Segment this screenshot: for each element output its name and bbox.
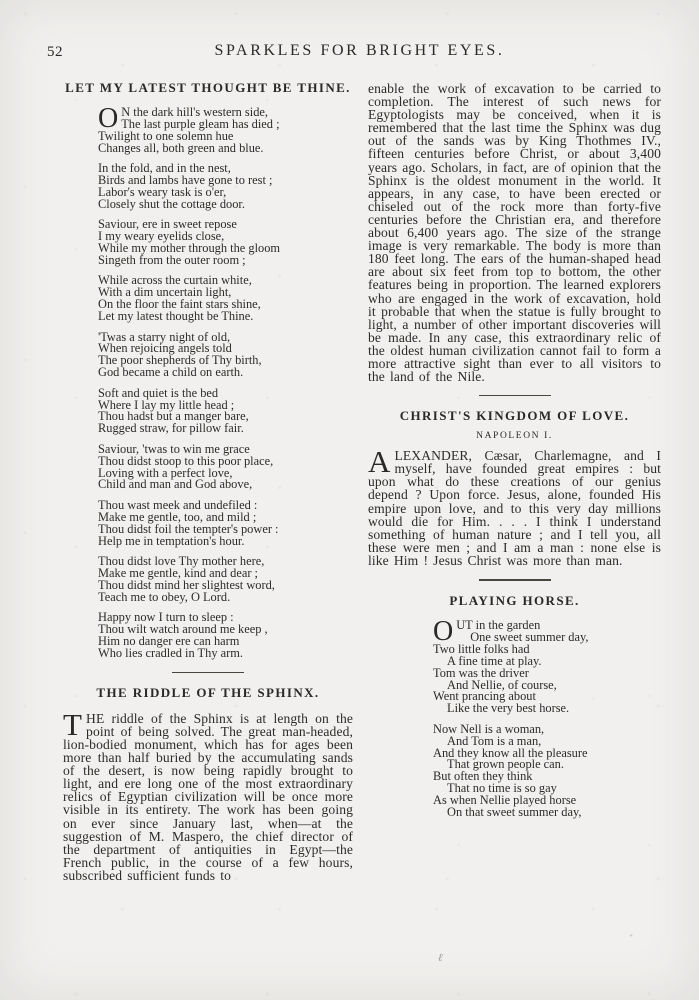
poem-horse	[433, 616, 661, 820]
paragraph-text: HE riddle of the Sphinx is at length on the point of being solved. The great man-headed, lion-bodied monument, which has for ages been more than half buried by the accumulating sands of the desert, is now being rapidly brought to light, and ere long one of the most extraordinary relics of Egyptian civilization will be once more visible in its entirety. The work has been going on ever since January last, when—at the suggestion of M. Maspero, the chief director of the department of antiquities in Egypt—the French public, in the course of a few hours, subscribed sufficient funds to	[63, 710, 353, 883]
poem-line: God became a child on earth.	[98, 365, 244, 380]
poem-line: Thou hadst but a manger bare,	[98, 409, 249, 424]
poem-line: With a dim uncertain light,	[98, 285, 232, 300]
poem-line: On that sweet summer day,	[447, 805, 582, 820]
poem-line: Thou didst love Thy mother here,	[98, 554, 265, 568]
sphinx-continuation-paragraph: enable the work of excavation to be carried to completion. The interest of such news for Egyptologists may be conceived, when it is remembered that the last time the Sphinx was dug out of the sands was by King Thothmes IV., fifteen centuries before Christ, or about 3,400 years ago. Scholars, in fact, are of opinion that the Sphinx is the oldest monument in the world. It appears, in any case, to have been erected or chiseled out of the rock more than forty-five centuries before the Christian era, and therefore about 6,400 years ago. The size of the strange image is very remarkable. The body is more than 180 feet long. The ears of the human-shaped head are about six feet from top to bottom, the other features being in proportion. The learned explorers who are engaged in the work of excavation, hold it probable that when the statue is fully brought to light, a number of other important discoveries will be made. In any case, this extraordinary relic of the oldest human civilization cannot fail to form a more attractive sight than ever to all visitors to the land of the Nile.	[368, 81, 661, 385]
poem-line: Thou didst stoop to this poor place,	[98, 453, 274, 468]
poem-line: Let my latest thought be Thine.	[98, 309, 254, 324]
poem-line: Tom was the driver	[433, 665, 529, 680]
poem-line: The poor shepherds of Thy birth,	[98, 353, 262, 368]
right-column	[368, 82, 661, 819]
poem-line: Went prancing about	[433, 689, 536, 704]
kingdom-paragraph	[368, 444, 661, 568]
poem-line: Singeth from the outer room ;	[98, 252, 246, 267]
poem-line: Teach me to obey, O Lord.	[98, 589, 231, 604]
poem-line: Thou wilt watch around me keep ,	[98, 622, 268, 637]
article-title-sphinx: THE RIDDLE OF THE SPHINX.	[96, 684, 320, 700]
poem-line: While across the curtain white,	[98, 273, 252, 288]
poem-line: A fine time at play.	[447, 653, 542, 668]
poem-line: Happy now I turn to sleep :	[98, 610, 234, 625]
left-column	[63, 80, 353, 882]
poem-line: Two little folks had	[433, 641, 530, 656]
section-divider	[172, 672, 244, 673]
poem-line: On the floor the faint stars shine,	[98, 297, 261, 312]
poem-line: In the fold, and in the nest,	[98, 161, 231, 176]
poem-line: Make me gentle, too, and mild ;	[98, 509, 257, 524]
running-title: SPARKLES FOR BRIGHT EYES.	[214, 42, 505, 59]
poem-hymn	[98, 103, 353, 660]
section-divider	[479, 395, 551, 396]
paragraph-text: LEXANDER, Cæsar, Charlemagne, and I myself, have founded great empires : but upon what do these creations of our genius depend ? Upon force. Jesus, alone, founded His empire upon love, and to this very day millions would die for Him. . . . I think I understand something of human nature ; and I tell you, all these were men ; and I am a man : none else is like Him ! Jesus Christ was more than man.	[368, 448, 661, 568]
poem-line: Soft and quiet is the bed	[98, 385, 219, 400]
poem-line: And they know all the pleasure	[433, 745, 588, 760]
stanza	[433, 721, 661, 820]
poem-line: Changes all, both green and blue.	[98, 140, 264, 155]
stanza	[98, 103, 353, 155]
poem-line: But often they think	[433, 769, 533, 784]
stanza	[98, 612, 353, 660]
poem-line: Rugged straw, for pillow fair.	[98, 421, 244, 436]
poem-line: When rejoicing angels told	[98, 341, 232, 356]
poem-line: Who lies cradled in Thy arm.	[98, 645, 243, 660]
poem-line: Where I lay my little head ;	[98, 397, 235, 412]
poem-line: And Tom is a man,	[447, 733, 542, 748]
page-header	[0, 42, 699, 64]
poem-line: N the dark hill's western side,	[121, 105, 268, 119]
poem-line: Closely shut the cottage door.	[98, 196, 245, 211]
stanza	[98, 556, 353, 604]
stanza	[433, 616, 661, 716]
poem-line: Labor's weary task is o'er,	[98, 184, 227, 199]
stanza	[98, 219, 353, 267]
poem-line: Child and man and God above,	[98, 477, 253, 492]
poem-line: Him no danger ere can harm	[98, 633, 240, 648]
drop-cap-letter: O	[433, 616, 454, 647]
stanza	[98, 329, 353, 380]
poem-line: Thou didst foil the tempter's power :	[98, 521, 279, 536]
poem-line: The last purple gleam has died ;	[121, 116, 280, 131]
poem-line: One sweet summer day,	[470, 629, 589, 644]
scan-speck-mark: ʺ	[629, 933, 634, 942]
poem-line: Birds and lambs have gone to rest ;	[98, 173, 273, 188]
poem-line: Saviour, ere in sweet repose	[98, 217, 237, 232]
poem-line: While my mother through the gloom	[98, 241, 281, 256]
poem-line: That no time is so gay	[447, 781, 557, 796]
poem-line: Twilight to one solemn hue	[98, 128, 234, 143]
drop-cap-letter: O	[98, 103, 119, 134]
poem-line: Like the very best horse.	[447, 701, 570, 716]
poem-line: As when Nellie played horse	[433, 793, 577, 808]
page-number: 52	[47, 44, 63, 60]
poem-line: Thou didst mind her slightest word,	[98, 577, 275, 592]
poem-line: Make me gentle, kind and dear ;	[98, 565, 258, 580]
poem-line: Loving with a perfect love,	[98, 465, 233, 480]
article-subtitle-napoleon: NAPOLEON I.	[476, 431, 553, 442]
poem-line: And Nellie, of course,	[447, 677, 557, 692]
article-title-hymn: LET MY LATEST THOUGHT BE THINE.	[65, 80, 351, 95]
poem-line: Help me in temptation's hour.	[98, 533, 245, 548]
section-divider	[479, 579, 551, 581]
drop-cap-letter: A	[368, 444, 391, 480]
poem-line: UT in the garden	[456, 618, 541, 632]
poem-line: I my weary eyelids close,	[98, 229, 225, 244]
sphinx-paragraph	[63, 706, 353, 883]
scan-smudge-mark: ℓ	[438, 952, 443, 964]
stanza	[98, 441, 353, 492]
drop-cap-letter: T	[63, 706, 83, 742]
article-title-horse: PLAYING HORSE.	[449, 593, 580, 608]
stanza	[98, 497, 353, 548]
stanza	[98, 163, 353, 211]
poem-line: Saviour, 'twas to win me grace	[98, 441, 250, 456]
stanza	[98, 385, 353, 436]
poem-line: That grown people can.	[447, 757, 564, 772]
poem-line: Now Nell is a woman,	[433, 721, 545, 736]
article-title-kingdom: CHRIST'S KINGDOM OF LOVE.	[399, 408, 630, 424]
stanza	[98, 275, 353, 323]
poem-line: Thou wast meek and undefiled :	[98, 497, 258, 512]
poem-line: 'Twas a starry night of old,	[98, 329, 231, 344]
